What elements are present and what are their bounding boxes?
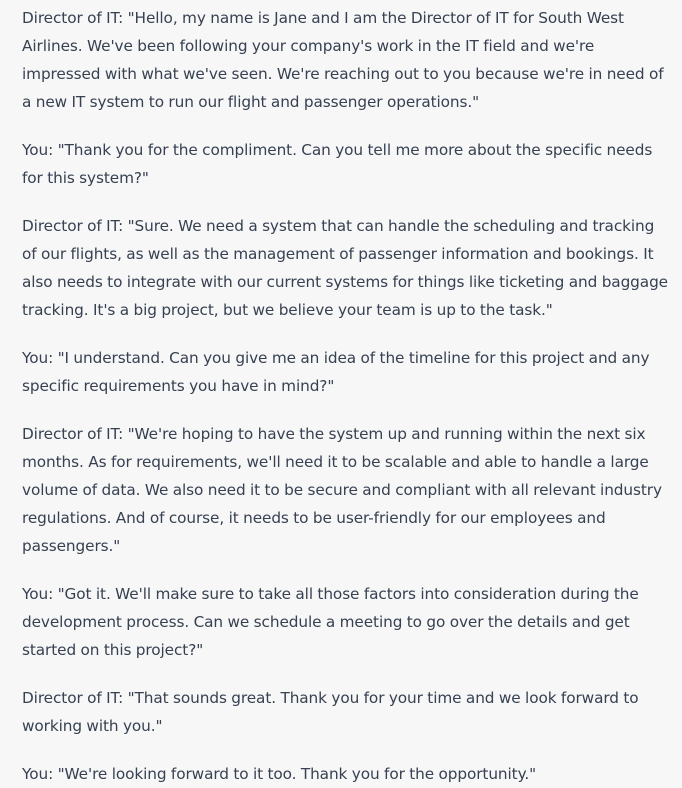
dialogue-paragraph-you-closing: You: "We're looking forward to it too. Thank you for the opportunity." [22, 765, 537, 783]
dialogue-paragraph-director-requirements: Director of IT: "We're hoping to have the system up and running within the next six months. As for requirements, we'll need it to be scalable and able to handle a large volume of data. We also need it to be secure and compliant with all relevant industry regulations. And of course, it needs to be user-friendly for our employees and passengers." [22, 425, 662, 555]
dialogue-paragraph-director-needs: Director of IT: "Sure. We need a system that can handle the scheduling and tracking of our flights, as well as the management of passenger information and bookings. It also needs to integrate with our current systems for things like ticketing and baggage tracking. It's a big project, but we believe your team is up to the task." [22, 217, 668, 319]
dialogue-paragraph-director-intro: Director of IT: "Hello, my name is Jane and I am the Director of IT for South West Airlines. We've been following your company's work in the IT field and we're impressed with what we've seen. We're reaching out to you because we're in need of a new IT system to run our flight and passenger operations." [22, 9, 664, 111]
dialogue-paragraph-you-ask-timeline: You: "I understand. Can you give me an idea of the timeline for this project and any specific requirements you have in mind?" [22, 349, 650, 395]
dialogue-paragraph-you-ask-needs: You: "Thank you for the compliment. Can you tell me more about the specific needs for this system?" [22, 141, 653, 187]
dialogue-paragraph-you-schedule-meeting: You: "Got it. We'll make sure to take all those factors into consideration during the development process. Can we schedule a meeting to go over the details and get started on this project?" [22, 585, 639, 659]
dialogue-paragraph-director-agrees: Director of IT: "That sounds great. Thank you for your time and we look forward to working with you." [22, 689, 639, 735]
